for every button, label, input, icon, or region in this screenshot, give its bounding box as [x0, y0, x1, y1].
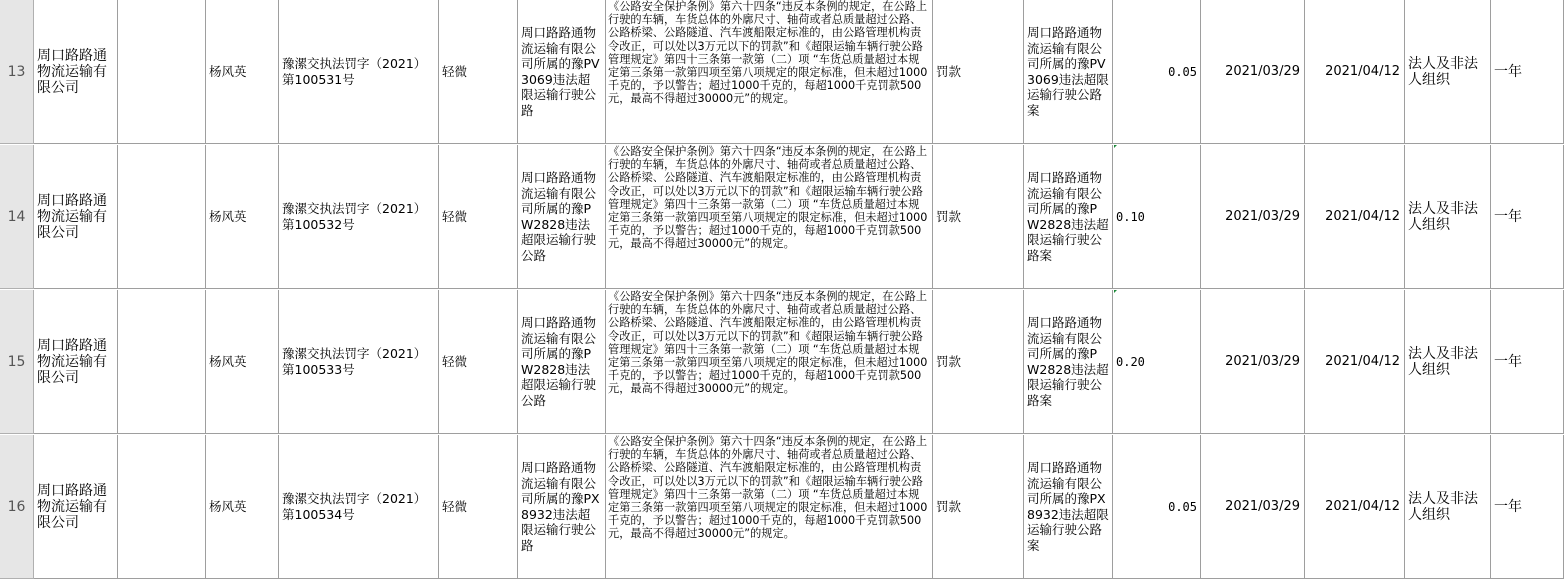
cell-amount-value: 0.10: [1116, 209, 1145, 224]
row-header[interactable]: 15: [0, 290, 34, 434]
comment-indicator-icon: [1114, 145, 1118, 148]
cell-company[interactable]: 周口路路通物流运输有限公司: [34, 0, 118, 144]
cell-case-name[interactable]: 周口路路通物流运输有限公司所属的豫PX8932违法超限运输行驶公路案: [1024, 435, 1113, 579]
cell-subject-type[interactable]: 法人及非法人组织: [1405, 435, 1491, 579]
comment-indicator-icon: [1114, 290, 1118, 293]
cell-violation[interactable]: 周口路路通物流运输有限公司所属的豫PW2828违法超限运输行驶公路: [518, 145, 606, 289]
cell-subject-type[interactable]: 法人及非法人组织: [1405, 0, 1491, 144]
cell-penalty-type[interactable]: 罚款: [933, 290, 1024, 434]
cell-severity[interactable]: 轻微: [439, 435, 518, 579]
cell-blank[interactable]: [118, 435, 206, 579]
cell-severity[interactable]: 轻微: [439, 290, 518, 434]
cell-subject-type[interactable]: 法人及非法人组织: [1405, 290, 1491, 434]
cell-legal-basis[interactable]: 《公路安全保护条例》第六十四条“违反本条例的规定，在公路上行驶的车辆，车货总体的外廓尺寸、轴荷或者总质量超过公路、公路桥梁、公路隧道、汽车渡船限定标准的，由公路管理机构责令改正，可以处以3万元以下的罚款”和《超限运输车辆行驶公路管理规定》第四十三条第一款第（二）项 “车货总质量超过本规定第三条第一款第四项至第八项规定的限定标准，但未超过1000千克的，予以警告；超过1000千克的，每超1000千克罚款500元，最高不得超过30000元”的规定。: [606, 145, 933, 289]
cell-decision-date[interactable]: 2021/03/29: [1201, 145, 1305, 289]
cell-company[interactable]: 周口路路通物流运输有限公司: [34, 145, 118, 289]
cell-violation[interactable]: 周口路路通物流运输有限公司所属的豫PV3069违法超限运输行驶公路: [518, 0, 606, 144]
cell-decision-date[interactable]: 2021/03/29: [1201, 435, 1305, 579]
cell-blank[interactable]: [118, 290, 206, 434]
cell-company[interactable]: 周口路路通物流运输有限公司: [34, 290, 118, 434]
cell-person[interactable]: 杨风英: [206, 145, 279, 289]
cell-period[interactable]: 一年: [1491, 435, 1564, 579]
cell-decision-date[interactable]: 2021/03/29: [1201, 290, 1305, 434]
cell-legal-basis[interactable]: 《公路安全保护条例》第六十四条“违反本条例的规定，在公路上行驶的车辆，车货总体的外廓尺寸、轴荷或者总质量超过公路、公路桥梁、公路隧道、汽车渡船限定标准的，由公路管理机构责令改正，可以处以3万元以下的罚款”和《超限运输车辆行驶公路管理规定》第四十三条第一款第（二）项 “车货总质量超过本规定第三条第一款第四项至第八项规定的限定标准，但未超过1000千克的，予以警告；超过1000千克的，每超1000千克罚款500元，最高不得超过30000元”的规定。: [606, 0, 933, 144]
cell-decision-date[interactable]: 2021/03/29: [1201, 0, 1305, 144]
cell-severity[interactable]: 轻微: [439, 0, 518, 144]
cell-amount[interactable]: 0.05: [1113, 435, 1201, 579]
cell-subject-type[interactable]: 法人及非法人组织: [1405, 145, 1491, 289]
cell-company[interactable]: 周口路路通物流运输有限公司: [34, 435, 118, 579]
cell-doc-no[interactable]: 豫漯交执法罚字（2021）第100532号: [279, 145, 439, 289]
cell-person[interactable]: 杨风英: [206, 290, 279, 434]
cell-publish-date[interactable]: 2021/04/12: [1305, 435, 1405, 579]
cell-publish-date[interactable]: 2021/04/12: [1305, 145, 1405, 289]
cell-publish-date[interactable]: 2021/04/12: [1305, 290, 1405, 434]
cell-case-name[interactable]: 周口路路通物流运输有限公司所属的豫PV3069违法超限运输行驶公路案: [1024, 0, 1113, 144]
cell-amount[interactable]: 0.05: [1113, 0, 1201, 144]
cell-penalty-type[interactable]: 罚款: [933, 435, 1024, 579]
cell-publish-date[interactable]: 2021/04/12: [1305, 0, 1405, 144]
cell-legal-basis[interactable]: 《公路安全保护条例》第六十四条“违反本条例的规定，在公路上行驶的车辆，车货总体的外廓尺寸、轴荷或者总质量超过公路、公路桥梁、公路隧道、汽车渡船限定标准的，由公路管理机构责令改正，可以处以3万元以下的罚款”和《超限运输车辆行驶公路管理规定》第四十三条第一款第（二）项 “车货总质量超过本规定第三条第一款第四项至第八项规定的限定标准，但未超过1000千克的，予以警告；超过1000千克的，每超1000千克罚款500元，最高不得超过30000元”的规定。: [606, 435, 933, 579]
cell-doc-no[interactable]: 豫漯交执法罚字（2021）第100531号: [279, 0, 439, 144]
table-row[interactable]: [0, 290, 1564, 434]
table-row[interactable]: [0, 435, 1564, 579]
row-header[interactable]: 16: [0, 435, 34, 579]
cell-violation[interactable]: 周口路路通物流运输有限公司所属的豫PW2828违法超限运输行驶公路: [518, 290, 606, 434]
cell-severity[interactable]: 轻微: [439, 145, 518, 289]
cell-period[interactable]: 一年: [1491, 145, 1564, 289]
cell-person[interactable]: 杨风英: [206, 0, 279, 144]
row-header[interactable]: 14: [0, 145, 34, 289]
cell-penalty-type[interactable]: 罚款: [933, 145, 1024, 289]
cell-doc-no[interactable]: 豫漯交执法罚字（2021）第100534号: [279, 435, 439, 579]
cell-blank[interactable]: [118, 145, 206, 289]
cell-doc-no[interactable]: 豫漯交执法罚字（2021）第100533号: [279, 290, 439, 434]
cell-violation[interactable]: 周口路路通物流运输有限公司所属的豫PX8932违法超限运输行驶公路: [518, 435, 606, 579]
cell-blank[interactable]: [118, 0, 206, 144]
table-row[interactable]: [0, 145, 1564, 289]
row-header[interactable]: 13: [0, 0, 34, 144]
table-row[interactable]: [0, 0, 1564, 144]
cell-amount[interactable]: [1113, 290, 1201, 434]
cell-person[interactable]: 杨风英: [206, 435, 279, 579]
cell-amount[interactable]: [1113, 145, 1201, 289]
cell-case-name[interactable]: 周口路路通物流运输有限公司所属的豫PW2828违法超限运输行驶公路案: [1024, 145, 1113, 289]
cell-period[interactable]: 一年: [1491, 0, 1564, 144]
cell-case-name[interactable]: 周口路路通物流运输有限公司所属的豫PW2828违法超限运输行驶公路案: [1024, 290, 1113, 434]
cell-legal-basis[interactable]: 《公路安全保护条例》第六十四条“违反本条例的规定，在公路上行驶的车辆，车货总体的外廓尺寸、轴荷或者总质量超过公路、公路桥梁、公路隧道、汽车渡船限定标准的，由公路管理机构责令改正，可以处以3万元以下的罚款”和《超限运输车辆行驶公路管理规定》第四十三条第一款第（二）项 “车货总质量超过本规定第三条第一款第四项至第八项规定的限定标准，但未超过1000千克的，予以警告；超过1000千克的，每超1000千克罚款500元，最高不得超过30000元”的规定。: [606, 290, 933, 434]
cell-period[interactable]: 一年: [1491, 290, 1564, 434]
cell-penalty-type[interactable]: 罚款: [933, 0, 1024, 144]
cell-amount-value: 0.20: [1116, 354, 1145, 369]
